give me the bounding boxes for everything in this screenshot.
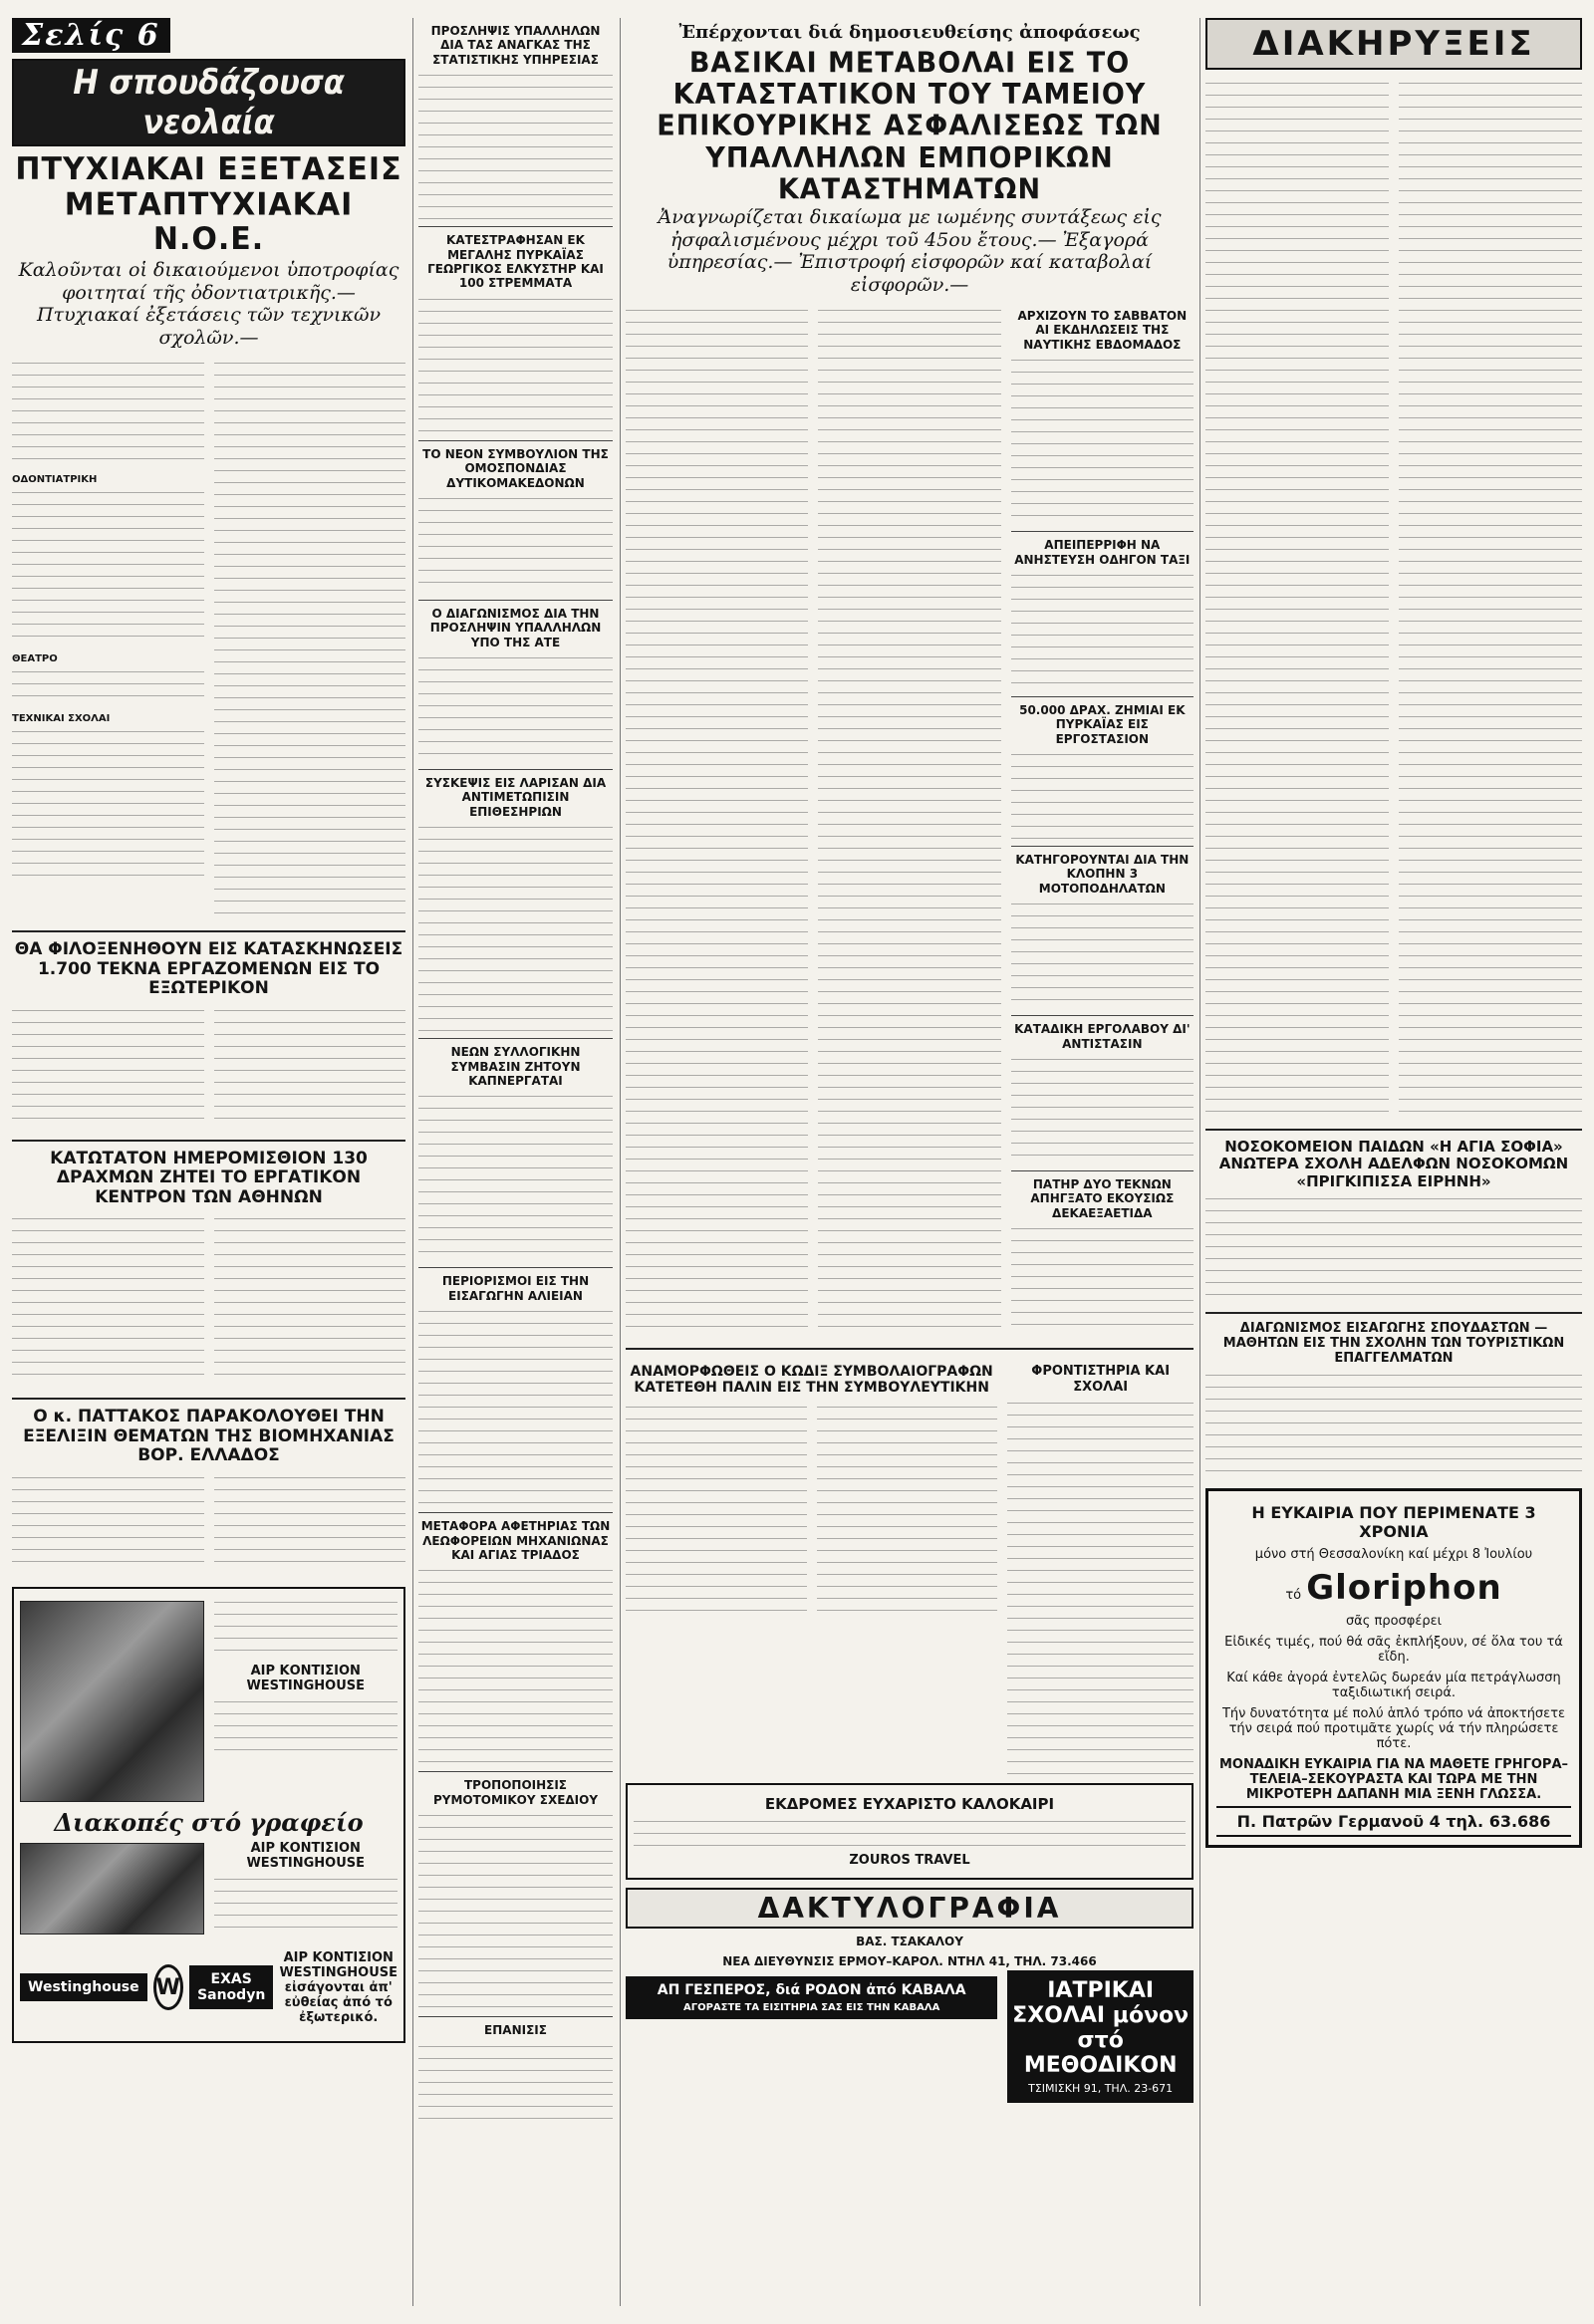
ad-line: Καί κάθε ἀγορά ἐντελῶς δωρεάν μία πετράγλωσση ταξιδιωτική σειρά.	[1226, 1670, 1561, 1700]
brand-logo: Westinghouse	[20, 1973, 147, 2001]
side-news	[1011, 303, 1194, 1340]
ad-line: Εἰδικές τιμές, πού θά σᾶς ἐκπλήξουν, σέ ὅλα του τά εἴδη.	[1224, 1634, 1563, 1665]
column-rule	[620, 18, 621, 2306]
headline: ΤΟ ΝΕΟΝ ΣΥΜΒΟΥΛΙΟΝ ΤΗΣ ΟΜΟΣΠΟΝΔΙΑΣ ΔΥΤΙΚΟΜΑΚΕΔΟΝΩΝ	[422, 446, 609, 490]
headline: ΜΕΤΑΦΟΡΑ ΑΦΕΤΗΡΙΑΣ ΤΩΝ ΛΕΩΦΟΡΕΙΩΝ ΜΗΧΑΝΙΩΝΑΣ ΚΑΙ ΑΓΙΑΣ ΤΡΙΑΔΟΣ	[420, 1519, 611, 1562]
brand-w-icon: W	[153, 1964, 183, 2010]
schools-section-label: ΦΡΟΝΤΙΣΤΗΡΙΑ ΚΑΙ ΣΧΟΛΑΙ	[1031, 1364, 1171, 1395]
brand-prefix: τό	[1285, 1587, 1302, 1603]
headline: ΚΑΤΑΔΙΚΗ ΕΡΓΟΛΑΒΟΥ ΔΙ' ΑΝΤΙΣΤΑΣΙΝ	[1014, 1022, 1191, 1051]
typing-school-title: ΔΑΚΤΥΛΟΓΡΑΦΙΑ	[626, 1888, 1194, 1929]
column-rule	[412, 18, 413, 2306]
column-announcements	[1205, 18, 1582, 1856]
subhead: ΟΔΟΝΤΙΑΤΡΙΚΗ	[12, 473, 98, 485]
headline: ΤΡΟΠΟΠΟΙΗΣΙΣ ΡΥΜΟΤΟΜΙΚΟΥ ΣΧΕΔΙΟΥ	[432, 1778, 599, 1807]
dealer-logo: EXAS Sanodyn	[189, 1965, 274, 2009]
headline: ΕΠΑΝΙΣΙΣ	[484, 2023, 547, 2038]
headline: ΔΙΑΓΩΝΙΣΜΟΣ ΕΙΣΑΓΩΓΗΣ ΣΠΟΥΔΑΣΤΩΝ — ΜΑΘΗΤΩΝ ΕΙΣ ΤΗΝ ΣΧΟΛΗΝ ΤΩΝ ΤΟΥΡΙΣΤΙΚΩΝ ΕΠΑΓΓΕΛΜΑΤΩΝ	[1222, 1320, 1565, 1366]
headline: ΚΑΤΕΣΤΡΑΦΗΣΑΝ ΕΚ ΜΕΓΑΛΗΣ ΠΥΡΚΑΪΑΣ ΓΕΩΡΓΙΚΟΣ ΕΛΚΥΣΤΗΡ ΚΑΙ 100 ΣΤΡΕΜΜΑΤΑ	[427, 233, 604, 291]
travel-agency: ZOUROS TRAVEL	[849, 1853, 970, 1869]
text-block	[12, 488, 204, 647]
gloriphon-ad	[1205, 1488, 1582, 1848]
ad-photo	[20, 1843, 204, 1935]
ferry-ad	[626, 1976, 997, 2019]
text-block	[214, 359, 406, 916]
column-insurance-fund	[626, 18, 1194, 2103]
headline: ΝΕΩΝ ΣΥΛΛΟΓΙΚΗΝ ΣΥΜΒΑΣΙΝ ΖΗΤΟΥΝ ΚΑΠΝΕΡΓΑΤΑΙ	[450, 1045, 581, 1089]
ad-line: ΑΙΡ ΚΟΝΤΙΣΙΟΝ WESTINGHOUSE	[246, 1840, 366, 1871]
headline: ΠΑΤΗΡ ΔΥΟ ΤΕΚΝΩΝ ΑΠΗΓΞΑΤΟ ΕΚΟΥΣΙΩΣ ΔΕΚΑΕΞΑΕΤΙΔΑ	[1030, 1177, 1175, 1220]
headline: ΠΕΡΙΟΡΙΣΜΟΙ ΕΙΣ ΤΗΝ ΕΙΣΑΓΩΓΗΝ ΑΛΙΕΙΑΝ	[441, 1274, 590, 1303]
ad-line: Τήν δυνατότητα μέ πολύ ἁπλό τρόπο νά ἀποκτήσετε τήν σειρά πού προτιμᾶτε χωρίς νά τήν πληρώσετε πότε.	[1221, 1705, 1566, 1751]
ad-line: ΑΙΡ ΚΟΝΤΙΣΙΟΝ WESTINGHOUSE	[246, 1663, 366, 1693]
subhead: ΘΕΑΤΡΟ	[12, 652, 58, 664]
ad-line: ΑΙΡ ΚΟΝΤΙΣΙΟΝ WESTINGHOUSE εἰσάγονται ἀπ' εὐθείας ἀπό τό ἐξωτερικό.	[279, 1949, 398, 2025]
main-deck: Καλοῦνται οἱ δικαιούμενοι ὑποτροφίας φοιτηταί τῆς ὀδοντιατρικῆς.— Πτυχιακαί ἐξετάσεις τῶν τεχνικῶν σχολῶν.—	[18, 258, 399, 350]
ad-title: Διακοπές στό γραφείο	[54, 1807, 364, 1837]
methodikon-title: ΙΑΤΡΙΚΑΙ ΣΧΟΛΑΙ μόνον στό ΜΕΘΟΔΙΚΟΝ	[1012, 1978, 1190, 2079]
headline: ΠΡΟΣΛΗΨΙΣ ΥΠΑΛΛΗΛΩΝ ΔΙΑ ΤΑΣ ΑΝΑΓΚΑΣ ΤΗΣ ΣΤΑΤΙΣΤΙΚΗΣ ΥΠΗΡΕΣΙΑΣ	[430, 24, 601, 67]
text-block	[12, 359, 204, 468]
headline: ΝΟΣΟΚΟΜΕΙΟΝ ΠΑΙΔΩΝ «Η ΑΓΙΑ ΣΟΦΙΑ» ΑΝΩΤΕΡΑ ΣΧΟΛΗ ΑΔΕΛΦΩΝ ΝΟΣΟΚΟΜΩΝ «ΠΡΙΓΚΙΠΙΣΣΑ ΕΙΡΗΝΗ»	[1218, 1138, 1569, 1190]
headline: ΑΝΑΜΟΡΦΩΘΕΙΣ Ο ΚΩΔΙΞ ΣΥΜΒΟΛΑΙΟΓΡΑΦΩΝ ΚΑΤΕΤΕΘΗ ΠΑΛΙΝ ΕΙΣ ΤΗΝ ΣΥΜΒΟΥΛΕΥΤΙΚΗΝ	[630, 1364, 993, 1397]
headline: Ο κ. ΠΑΤΤΑΚΟΣ ΠΑΡΑΚΟΛΟΥΘΕΙ ΤΗΝ ΕΞΕΛΙΞΙΝ ΘΕΜΑΤΩΝ ΤΗΣ ΒΙΟΜΗΧΑΝΙΑΣ ΒΟΡ. ΕΛΛΑΔΟΣ	[23, 1407, 395, 1466]
ad-title: ΕΚΔΡΟΜΕΣ ΕΥΧΑΡΙΣΤΟ ΚΑΛΟΚΑΙΡΙ	[764, 1795, 1055, 1814]
page-number-label: Σελίς 6	[12, 18, 170, 53]
article-body	[818, 303, 1000, 1340]
section-banner: Η σπουδάζουσα νεολαία	[12, 59, 405, 146]
main-headline: ΠΤΥΧΙΑΚΑΙ ΕΞΕΤΑΣΕΙΣ ΜΕΤΑΠΤΥΧΙΑΚΑΙ Ν.Ο.Ε.	[15, 150, 402, 258]
text-block	[12, 667, 204, 707]
column-rule	[1199, 18, 1200, 2306]
announcements-banner: ΔΙΑΚΗΡΥΞΕΙΣ	[1205, 18, 1582, 70]
excursions-ad	[626, 1783, 1194, 1880]
headline: Ο ΔΙΑΓΩΝΙΣΜΟΣ ΔΙΑ ΤΗΝ ΠΡΟΣΛΗΨΙΝ ΥΠΑΛΛΗΛΩΝ ΥΠΟ ΤΗΣ ΑΤΕ	[429, 606, 602, 649]
ad-photo	[20, 1601, 204, 1802]
methodikon-address: ΤΣΙΜΙΣΚΗ 91, ΤΗΛ. 23-671	[1028, 2082, 1174, 2096]
westinghouse-ad	[12, 1587, 405, 2043]
headline: ΚΑΤΩΤΑΤΟΝ ΗΜΕΡΟΜΙΣΘΙΟΝ 130 ΔΡΑΧΜΩΝ ΖΗΤΕΙ ΤΟ ΕΡΓΑΤΙΚΟΝ ΚΕΝΤΡΟΝ ΤΩΝ ΑΘΗΝΩΝ	[50, 1148, 368, 1207]
headline: ΑΡΧΙΖΟΥΝ ΤΟ ΣΑΒΒΑΤΟΝ ΑΙ ΕΚΔΗΛΩΣΕΙΣ ΤΗΣ ΝΑΥΤΙΚΗΣ ΕΒΔΟΜΑΔΟΣ	[1017, 308, 1188, 352]
ad-address: Π. Πατρῶν Γερμανοῦ 4 τηλ. 63.686	[1216, 1806, 1571, 1837]
column-news-briefs	[418, 18, 613, 2128]
typing-school-name: ΒΑΣ. ΤΣΑΚΑΛΟΥ	[856, 1935, 963, 1949]
main-deck: Ἀναγνωρίζεται δικαίωμα με ιωμένης συντάξεως εἰς ἠσφαλισμένους μέχρι τοῦ 45ου ἔτους.— Ἐξαγορά ὑπηρεσίας.— Ἐπιστροφή εἰσφορῶν καί καταβολαί εἰσφορῶν.—	[658, 205, 1162, 297]
ferry-ad-sub: ΑΓΟΡΑΣΤΕ ΤΑ ΕΙΣΙΤΗΡΙΑ ΣΑΣ ΕΙΣ ΤΗΝ ΚΑΒΑΛΑ	[682, 2002, 940, 2014]
ferry-ad-title: ΑΠ ΓΕΣΠΕΡΟΣ, διά ΡΟΔΟΝ ἀπό ΚΑΒΑΛΑ	[657, 1982, 966, 1999]
text-block	[12, 727, 204, 887]
headline: ΑΠΕΙΠΕΡΡΙΦΗ ΝΑ ΑΝΗΣΤΕΥΣΗ ΟΔΗΓΟΝ ΤΑΞΙ	[1014, 538, 1191, 567]
headline: ΚΑΤΗΓΟΡΟΥΝΤΑΙ ΔΙΑ ΤΗΝ ΚΛΟΠΗΝ 3 ΜΟΤΟΠΟΔΗΛΑΤΩΝ	[1015, 853, 1190, 896]
article-body	[626, 303, 808, 1340]
brand-name: Gloriphon	[1306, 1567, 1502, 1608]
ad-line: μόνο στή Θεσσαλονίκη καί μέχρι 8 Ἰουλίου	[1254, 1546, 1533, 1562]
typing-school-address: ΝΕΑ ΔΙΕΥΘΥΝΣΙΣ ΕΡΜΟΥ–ΚΑΡΟΛ. ΝΤΗΛ 41, ΤΗΛ. 73.466	[722, 1954, 1097, 1969]
subhead: ΤΕΧΝΙΚΑΙ ΣΧΟΛΑΙ	[12, 712, 111, 724]
ad-line: σᾶς προσφέρει	[1345, 1613, 1443, 1629]
ad-line: ΜΟΝΑΔΙΚΗ ΕΥΚΑΙΡΙΑ ΓΙΑ ΝΑ ΜΑΘΕΤΕ ΓΡΗΓΟΡΑ–ΤΕΛΕΙΑ–ΣΕΚΟΥΡΑΣΤΑ ΚΑΙ ΤΩΡΑ ΜΕ ΤΗΝ ΜΙΚΡΟΤΕΡΗ ΔΑΠΑΝΗ ΜΙΑ ΞΕΝΗ ΓΛΩΣΣΑ.	[1218, 1756, 1569, 1802]
headline: ΣΥΣΚΕΨΙΣ ΕΙΣ ΛΑΡΙΣΑΝ ΔΙΑ ΑΝΤΙΜΕΤΩΠΙΣΙΝ ΕΠΙΘΕΣΗΡΙΩΝ	[424, 776, 607, 819]
headline: 50.000 ΔΡΑΧ. ΖΗΜΙΑΙ ΕΚ ΠΥΡΚΑΪΑΣ ΕΙΣ ΕΡΓΟΣΤΑΣΙΟΝ	[1019, 702, 1186, 746]
kicker: Ἐπέρχονται διά δημοσιευθείσης ἀποφάσεως	[678, 22, 1141, 43]
methodikon-ad	[1007, 1970, 1194, 2103]
column-student-news	[12, 18, 405, 2051]
main-headline: ΒΑΣΙΚΑΙ ΜΕΤΑΒΟΛΑΙ ΕΙΣ ΤΟ ΚΑΤΑΣΤΑΤΙΚΟΝ ΤΟΥ ΤΑΜΕΙΟΥ ΕΠΙΚΟΥΡΙΚΗΣ ΑΣΦΑΛΙΣΕΩΣ ΤΩΝ ΥΠΑΛΛΗΛΩΝ ΕΜΠΟΡΙΚΩΝ ΚΑΤΑΣΤΗΜΑΤΩΝ	[657, 46, 1163, 206]
ad-line: Η ΕΥΚΑΙΡΙΑ ΠΟΥ ΠΕΡΙΜΕΝΑΤΕ 3 ΧΡΟΝΙΑ	[1251, 1502, 1536, 1541]
headline: ΘΑ ΦΙΛΟΞΕΝΗΘΟΥΝ ΕΙΣ ΚΑΤΑΣΚΗΝΩΣΕΙΣ 1.700 ΤΕΚΝΑ ΕΡΓΑΖΟΜΕΝΩΝ ΕΙΣ ΤΟ ΕΞΩΤΕΡΙΚΟΝ	[14, 938, 403, 999]
article-body	[12, 356, 405, 922]
